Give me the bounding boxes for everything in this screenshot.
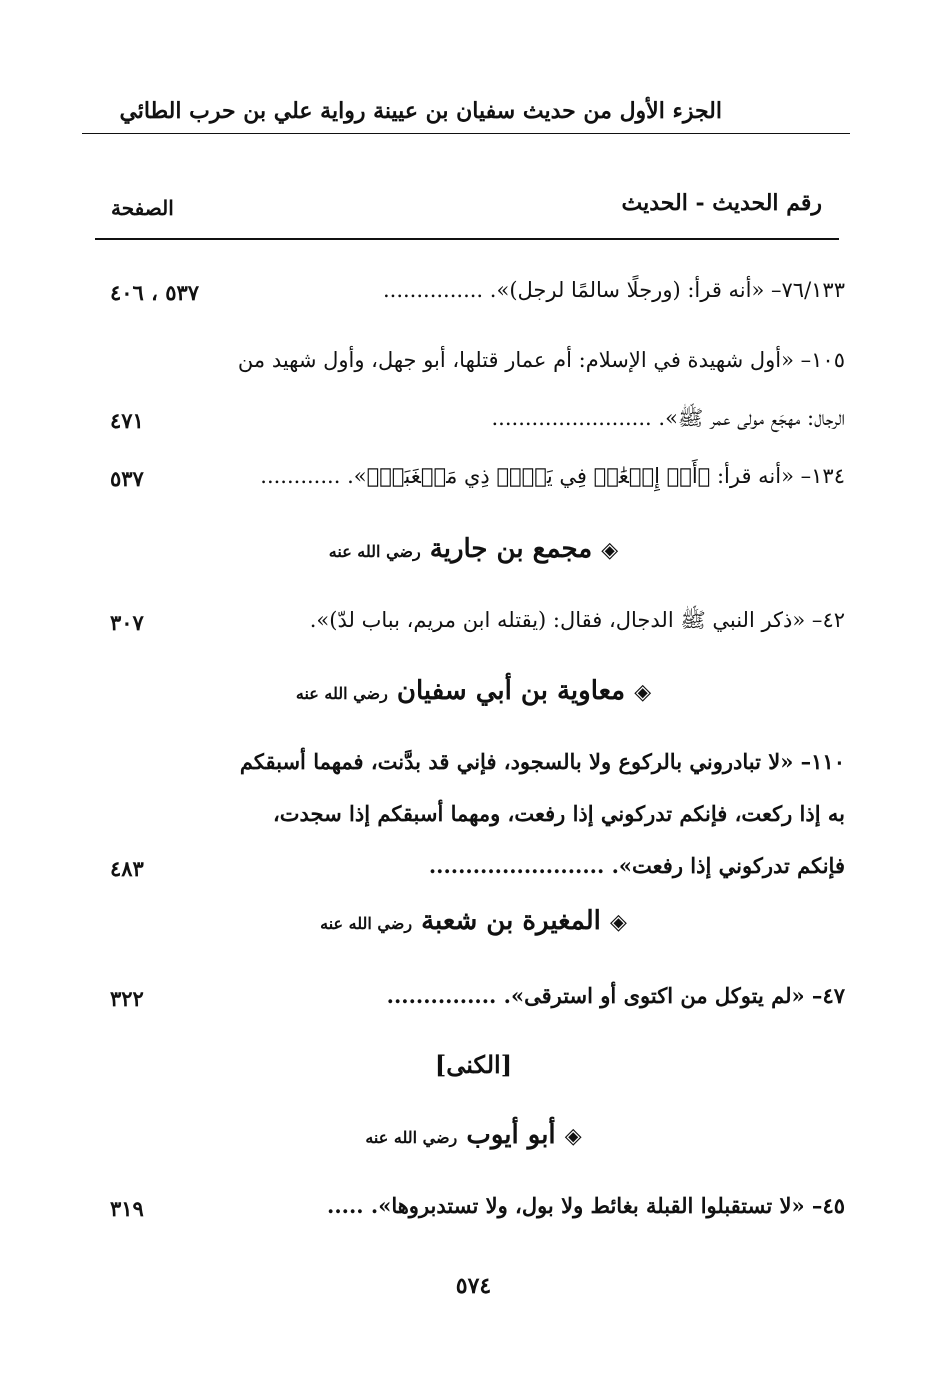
index-entry-line [270,800,845,828]
index-entry-line [270,404,845,432]
hadith-number: ٤٧ [822,983,845,1008]
hadith-text: «لا تستقبلوا القبلة بغائط ولا بول، ولا تستدبروها». [370,1193,805,1218]
hadith-text: «أنه قرأ: ﴿أَوۡ إِطۡعَٰمٞ فِي يَوۡمٖ ذِي مَسۡغَبَةٖ﴾». [347,464,794,488]
page-reference: ٣١٩ [110,1196,144,1221]
running-header: الجزء الأول من حديث سفيان بن عيينة رواية علي بن حرب الطائي [119,98,722,124]
page-reference: ٥٣٧ [110,466,144,491]
leader-dots: ............... [386,983,497,1008]
index-entry-line [270,852,845,880]
column-header-page: الصفحة [111,196,174,220]
hadith-number: ١١٠ [811,749,845,774]
page-reference: ٣٢٢ [110,986,144,1011]
companion-name: المغيرة بن شعبة [421,906,601,936]
hadith-text: «ذكر النبي ﷺ الدجال، فقال: (يقتله ابن مريم، بباب لدّ)». [309,608,806,632]
hadith-number: ١٠٥ [811,348,845,372]
section-heading [0,1120,947,1150]
header-rule [82,133,850,134]
hadith-number: ٤٥ [822,1193,845,1218]
index-entry: ٤٥– «لا تستقبلوا القبلة بغائط ولا بول، ولا تستدبروها». ..... [327,1193,845,1218]
diamond-icon: ◈ [634,680,652,705]
kuna-heading: [الكنى] [434,1050,513,1079]
hadith-number: ١٣٤ [811,464,845,488]
column-header-rule [95,238,839,240]
honorific: رضي الله عنه [365,1128,458,1147]
honorific: رضي الله عنه [320,914,413,933]
leader-dots: ........................ [491,406,652,430]
index-entry: ٧٦/١٣٣– «أنه قرأ: (ورجلًا سالمًا لرجل)». ............... [382,278,845,302]
section-heading [0,906,947,936]
page-number: ٥٧٤ [455,1273,492,1299]
section-heading [0,676,947,706]
page-reference: ٣٠٧ [110,610,144,635]
index-entry-line: ١١٠– «لا تبادروني بالركوع ولا بالسجود، فإني قد بدَّنت، فمهما أسبقكم [239,749,845,774]
hadith-text: فإنكم تدركوني إذا رفعت». [611,853,845,878]
hadith-text: الرجال: مهجَع مولى عمر ﷺ». [658,406,845,430]
page-reference: ٤٨٣ [110,856,144,881]
page-reference: ٤٧١ [110,408,144,433]
hadith-text: «أول شهيدة في الإسلام: أم عمار قتلها، أبو جهل، وأول شهيد من [237,348,794,372]
index-entry: ٤٧– «لم يتوكل من اكتوى أو استرقى». ............... [386,983,845,1008]
companion-name: معاوية بن أبي سفيان [396,676,626,706]
hadith-text: «لم يتوكل من اكتوى أو استرقى». [503,983,805,1008]
leader-dots: ............ [260,464,341,488]
honorific: رضي الله عنه [295,684,388,703]
index-entry: ٤٢– «ذكر النبي ﷺ الدجال، فقال: (يقتله ابن مريم، بباب لدّ)». [309,608,845,632]
hadith-text: «أنه قرأ: (ورجلًا سالمًا لرجل)». [489,278,765,302]
index-entry: ١٣٤– «أنه قرأ: ﴿أَوۡ إِطۡعَٰمٞ فِي يَوۡمٖ ذِي مَسۡغَبَةٖ﴾». ............ [260,464,845,488]
hadith-text: «لا تبادروني بالركوع ولا بالسجود، فإني قد بدَّنت، فمهما أسبقكم [239,749,794,774]
diamond-icon: ◈ [564,1124,582,1149]
page-reference: ٥٣٧ ، ٤٠٦ [110,280,200,305]
diamond-icon: ◈ [601,538,619,563]
companion-name: أبو أيوب [466,1120,556,1150]
hadith-number: ٤٢ [822,608,845,632]
hadith-number: ٧٦/١٣٣ [781,278,845,302]
leader-dots: ........................ [428,853,605,878]
leader-dots: ..... [327,1193,364,1218]
leader-dots: ............... [382,278,484,302]
companion-name: مجمع بن جارية [429,534,593,564]
index-entry-line: ١٠٥– «أول شهيدة في الإسلام: أم عمار قتلها، أبو جهل، وأول شهيد من [237,348,845,372]
column-header-hadith: رقم الحديث - الحديث [621,190,822,216]
section-heading [0,534,947,564]
honorific: رضي الله عنه [328,542,421,561]
diamond-icon: ◈ [609,910,627,935]
hadith-text: به إذا ركعت، فإنكم تدركوني إذا رفعت، ومهما أسبقكم إذا سجدت، [272,801,845,826]
